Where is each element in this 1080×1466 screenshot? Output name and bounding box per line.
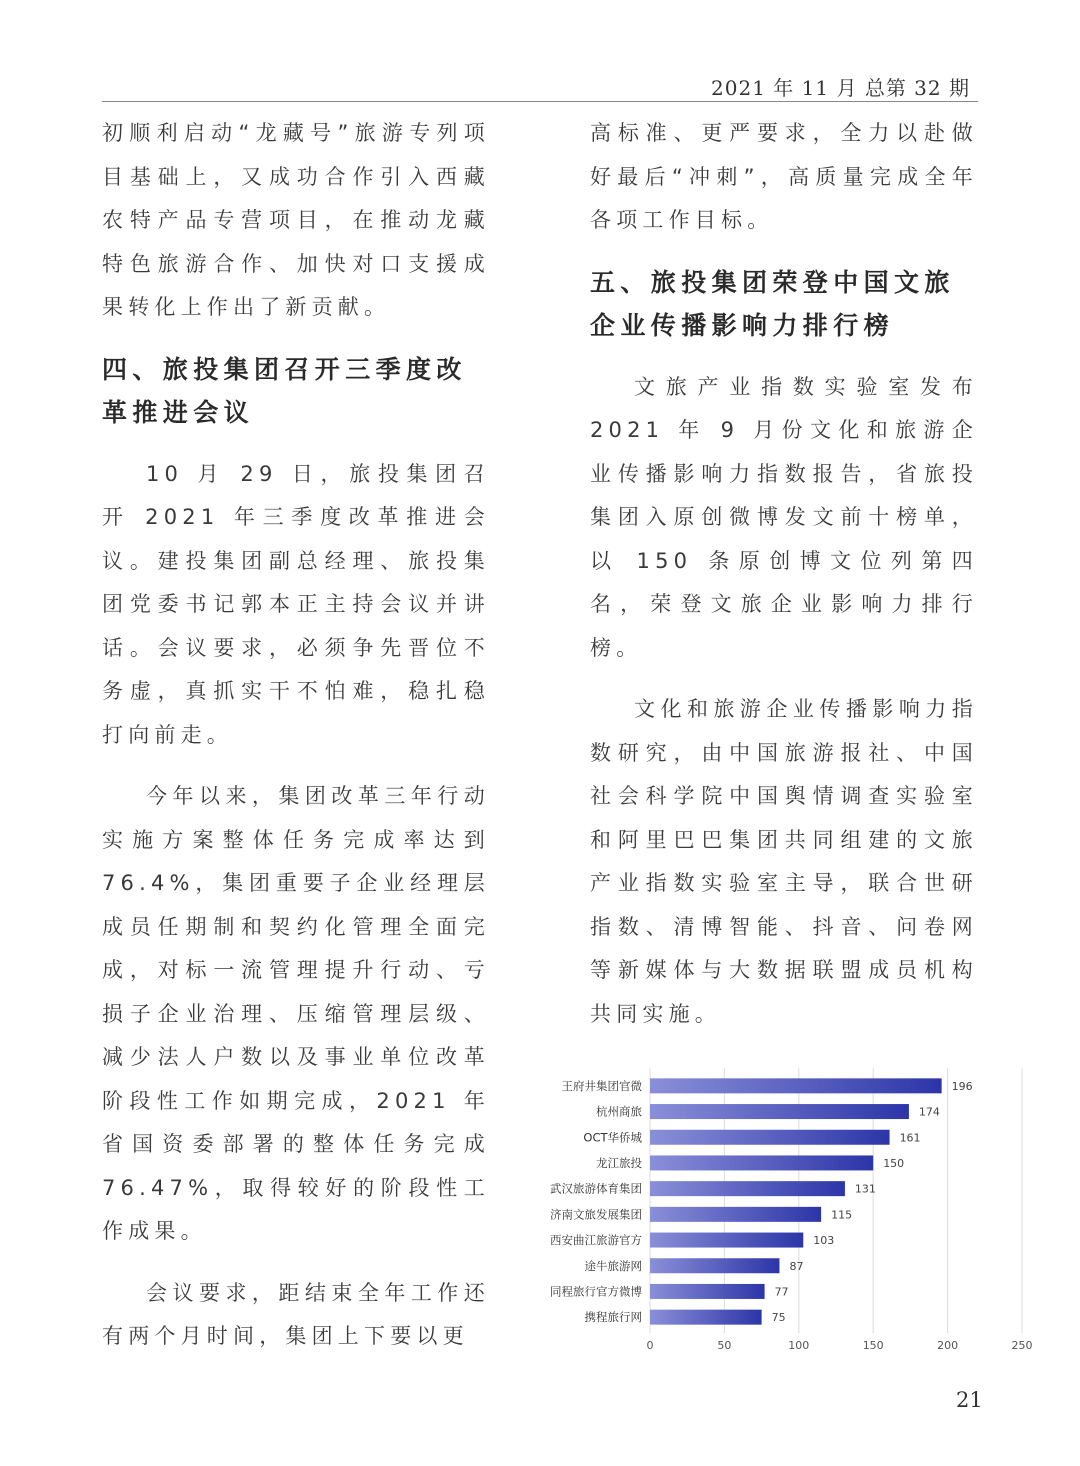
spacer [102,1254,490,1272]
value-label: 75 [771,1311,786,1325]
spacer [102,330,490,348]
category-label: OCT华侨城 [583,1130,642,1145]
value-label: 150 [883,1156,905,1170]
value-label: 174 [918,1105,940,1119]
x-tick-label: 250 [1011,1339,1033,1352]
category-label: 王府井集团官微 [561,1078,642,1093]
x-tick-label: 150 [862,1339,884,1352]
value-label: 161 [899,1131,921,1145]
issue-header: 2021 年 11 月 总第 32 期 [711,76,970,100]
section-4-paragraph-3: 会议要求，距结束全年工作还有两个月时间，集团上下要以更 [102,1280,490,1348]
continued-paragraph: 高标准、更严要求，全力以赴做好最后“冲刺”，高质量完成全年各项工作目标。 [590,121,978,232]
category-label: 途牛旅游网 [584,1258,642,1273]
category-label: 西安曲江旅游官方 [550,1233,642,1248]
category-label: 武汉旅游体育集团 [550,1181,642,1196]
category-label: 携程旅行网 [584,1310,642,1325]
section-5-heading: 五、旅投集团荣登中国文旅企业传播影响力排行榜 [590,267,955,340]
section-5-paragraph-1: 文旅产业指数实验室发布 2021 年 9 月份文化和旅游企业传播影响力指数报告，省旅投集团入原创微博发文前十榜单，以 150 条原创博文位列第四名，荣登文旅企业影响力排行榜。 [590,374,978,660]
bar [650,1155,873,1170]
bar [650,1258,779,1273]
category-label: 济南文旅发展集团 [550,1207,642,1222]
category-label: 同程旅行官方微博 [550,1284,642,1299]
bar [650,1310,762,1325]
category-label: 龙江旅投 [596,1155,642,1170]
section-5-paragraph-2: 文化和旅游企业传播影响力指数研究，由中国旅游报社、中国社会科学院中国舆情调查实验室和阿里巴巴集团共同组建的文旅产业指数实验室主导，联合世研指数、清博智能、抖音、问卷网等新媒体与大数据联盟成员机构共同实施。 [590,697,978,1026]
value-label: 196 [951,1079,973,1093]
section-4-heading: 四、旅投集团召开三季度改革推进会议 [102,354,467,427]
x-tick-label: 100 [788,1339,810,1352]
spacer [590,348,978,366]
page-number: 21 [956,1388,983,1412]
section-4-paragraph-2: 今年以来，集团改革三年行动实施方案整体任务完成率达到 76.4%，集团重要子企业经理层成员任期制和契约化管理全面完成，对标一流管理提升行动、亏损子企业治理、压缩管理层级、减少法人户数以及事业单位改革阶段性工作如期完成，2021 年省国资委部署的整体任务完成 76.47%，取得较好的阶段性工作成果。 [102,784,490,1243]
bar [650,1233,803,1248]
spacer [102,757,490,775]
spacer [590,243,978,261]
value-label: 103 [813,1234,835,1248]
chart-svg [535,1063,1045,1358]
header-divider [102,101,978,102]
value-label: 131 [854,1182,876,1196]
bar [650,1181,845,1196]
bar [650,1207,821,1222]
right-column [590,112,978,1036]
x-tick-label: 0 [646,1339,654,1352]
section-4-paragraph-1: 10 月 29 日，旅投集团召开 2021 年三季度改革推进会议。建投集团副总经理、旅投集团党委书记郭本正主持会议并讲话。会议要求，必须争先晋位不务虚，真抓实干不怕难，稳扎稳打向前走。 [102,461,490,747]
left-column [102,112,490,1359]
intro-paragraph: 初顺利启动“龙藏号”旅游专列项目基础上，又成功合作引入西藏农特产品专营项目，在推动龙藏特色旅游合作、加快对口支援成果转化上作出了新贡献。 [102,121,490,319]
bar [650,1104,909,1119]
value-label: 87 [789,1259,804,1273]
ranking-bar-chart [535,1063,1045,1358]
bar [650,1130,890,1145]
spacer [102,435,490,453]
value-label: 77 [774,1285,789,1299]
bar [650,1078,942,1093]
category-label: 杭州商旅 [596,1104,642,1119]
x-tick-label: 50 [717,1339,732,1352]
bar [650,1284,765,1299]
spacer [590,670,978,688]
value-label: 115 [831,1208,853,1222]
x-tick-label: 200 [937,1339,959,1352]
